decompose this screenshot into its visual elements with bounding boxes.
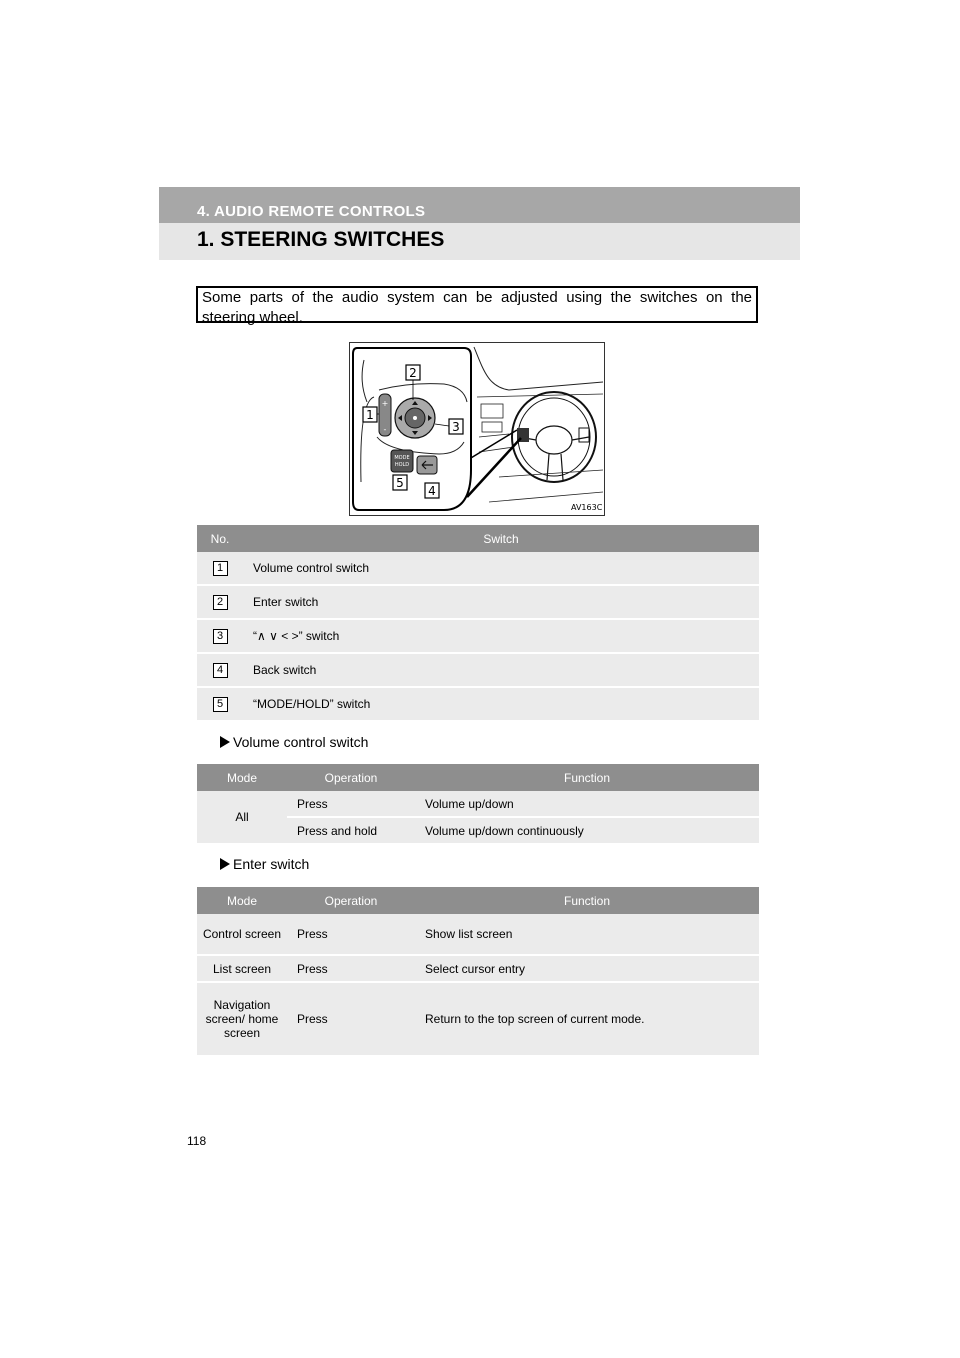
row-label: Enter switch — [243, 585, 759, 619]
callout-4: 4 — [428, 484, 436, 498]
table-row — [197, 791, 759, 817]
header-function: Function — [415, 887, 759, 914]
header-mode: Mode — [197, 764, 287, 791]
intro-box: Some parts of the audio system can be adjusted using the switches on the steering wheel. — [196, 286, 758, 323]
table-row — [197, 585, 759, 619]
table-row — [197, 982, 759, 1056]
row-number: 2 — [213, 595, 228, 610]
operation-cell: Press — [287, 791, 415, 817]
header-function: Function — [415, 764, 759, 791]
table-row — [197, 552, 759, 585]
row-number: 1 — [213, 561, 228, 576]
section-title: 4. AUDIO REMOTE CONTROLS — [197, 203, 426, 220]
callout-3: 3 — [452, 420, 460, 434]
row-label: “MODE/HOLD” switch — [243, 687, 759, 721]
operation-cell: Press — [287, 914, 415, 955]
header-switch: Switch — [243, 525, 759, 552]
triangle-arrow-icon — [220, 858, 230, 870]
triangle-arrow-icon — [220, 736, 230, 748]
mode-cell: Navigation screen/ home screen — [197, 982, 287, 1056]
callout-5: 5 — [396, 476, 404, 490]
mode-cell: All — [197, 791, 287, 844]
operation-cell: Press — [287, 955, 415, 982]
mode-cell: Control screen — [197, 914, 287, 955]
header-operation: Operation — [287, 887, 415, 914]
section-header — [159, 187, 800, 223]
function-cell: Select cursor entry — [415, 955, 759, 982]
row-number: 3 — [213, 629, 228, 644]
header-mode: Mode — [197, 887, 287, 914]
operation-cell: Press — [287, 982, 415, 1056]
table-row — [197, 955, 759, 982]
switch-table — [197, 525, 759, 722]
operation-cell: Press and hold — [287, 817, 415, 844]
row-label: “∧ ∨ < >” switch — [243, 619, 759, 653]
enter-table — [197, 887, 759, 1057]
function-cell: Show list screen — [415, 914, 759, 955]
table-row — [197, 619, 759, 653]
page-title: 1. STEERING SWITCHES — [197, 228, 445, 251]
callout-2: 2 — [409, 366, 417, 380]
page-number: 118 — [187, 1134, 207, 1148]
callout-1: 1 — [366, 408, 374, 422]
chapter-title-bar — [159, 223, 800, 260]
mode-cell: List screen — [197, 955, 287, 982]
figure-code: AV163C — [571, 503, 603, 512]
table-row — [197, 653, 759, 687]
enter-subheading: Enter switch — [220, 856, 309, 872]
row-label: Volume control switch — [243, 552, 759, 585]
function-cell: Return to the top screen of current mode. — [415, 982, 759, 1056]
header-no: No. — [197, 525, 243, 552]
function-cell: Volume up/down — [415, 791, 759, 817]
mode-text: MODE — [394, 455, 410, 461]
function-cell: Volume up/down continuously — [415, 817, 759, 844]
table-row — [197, 687, 759, 721]
svg-text:+: + — [381, 399, 389, 408]
table-row — [197, 914, 759, 955]
row-number: 5 — [213, 697, 228, 712]
volume-table — [197, 764, 759, 845]
hold-text: HOLD — [394, 462, 410, 468]
row-number: 4 — [213, 663, 228, 678]
volume-subheading: Volume control switch — [220, 734, 368, 750]
row-label: Back switch — [243, 653, 759, 687]
svg-text:-: - — [383, 425, 387, 434]
header-operation: Operation — [287, 764, 415, 791]
steering-switch-illustration — [349, 342, 605, 516]
